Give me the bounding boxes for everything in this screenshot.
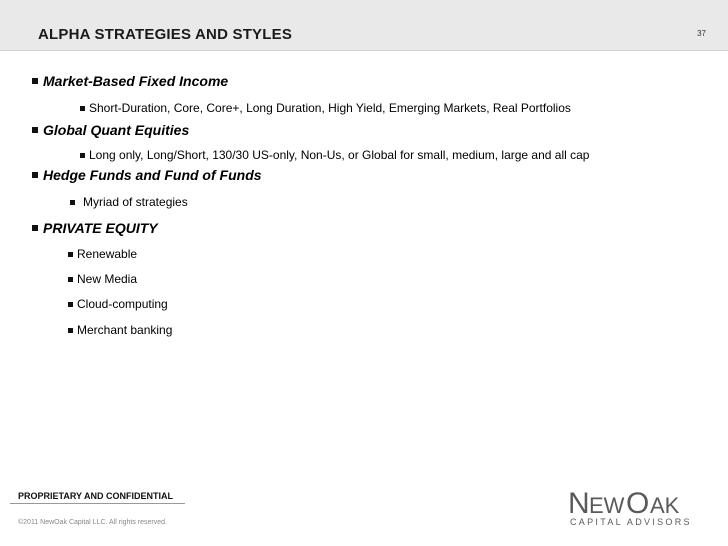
- bullet-text: Long only, Long/Short, 130/30 US-only, Non-Us, or Global for small, medium, large and all cap: [89, 148, 590, 162]
- bullet-fixed-income-detail: [80, 101, 571, 115]
- svg-text:N: N: [568, 487, 590, 516]
- square-bullet-icon: [68, 277, 73, 282]
- bullet-hedge-funds: [32, 167, 262, 183]
- bullet-text: Cloud-computing: [77, 297, 168, 311]
- bullet-private-equity: [32, 220, 158, 236]
- bullet-text: Market-Based Fixed Income: [43, 73, 229, 89]
- page-number: 37: [697, 29, 706, 38]
- bullet-hedge-detail: [70, 195, 188, 209]
- copyright-text: ©2011 NewOak Capital LLC. All rights reserved.: [18, 519, 167, 526]
- bullet-new-media: [68, 272, 137, 286]
- bullet-text: Merchant banking: [77, 323, 173, 337]
- slide-header: [0, 0, 728, 51]
- square-bullet-icon: [80, 153, 85, 158]
- bullet-text: Short-Duration, Core, Core+, Long Duration, High Yield, Emerging Markets, Real Portfolios: [89, 101, 571, 115]
- svg-text:EW: EW: [589, 493, 625, 516]
- bullet-text: Myriad of strategies: [83, 195, 188, 209]
- bullet-text: Hedge Funds and Fund of Funds: [43, 167, 262, 183]
- bullet-text: New Media: [77, 272, 138, 286]
- newoak-logo-image: [568, 486, 698, 516]
- bullet-text: PRIVATE EQUITY: [43, 220, 158, 236]
- square-bullet-icon: [32, 127, 38, 133]
- square-bullet-icon: [68, 302, 73, 307]
- bullet-text: Renewable: [77, 247, 138, 261]
- bullet-global-quant-equities: [32, 122, 189, 138]
- square-bullet-icon: [68, 252, 73, 257]
- bullet-cloud-computing: [68, 297, 168, 311]
- square-bullet-icon: [32, 172, 38, 178]
- confidential-notice: PROPRIETARY AND CONFIDENTIAL: [18, 491, 174, 501]
- bullet-renewable: [68, 247, 137, 261]
- bullet-quant-detail: [80, 148, 589, 162]
- slide-title: ALPHA STRATEGIES AND STYLES: [38, 26, 293, 43]
- footer-divider: [10, 503, 185, 504]
- bullet-market-based-fixed-income: [32, 73, 228, 89]
- square-bullet-icon: [32, 78, 38, 84]
- square-bullet-icon: [70, 200, 75, 205]
- svg-text:AK: AK: [650, 493, 680, 516]
- square-bullet-icon: [80, 106, 85, 111]
- logo-tagline: CAPITAL ADVISORS: [570, 517, 692, 527]
- newoak-logo: [568, 486, 698, 531]
- square-bullet-icon: [68, 328, 73, 333]
- bullet-text: Global Quant Equities: [43, 122, 190, 138]
- svg-text:O: O: [626, 487, 650, 516]
- bullet-merchant-banking: [68, 323, 172, 337]
- square-bullet-icon: [32, 225, 38, 231]
